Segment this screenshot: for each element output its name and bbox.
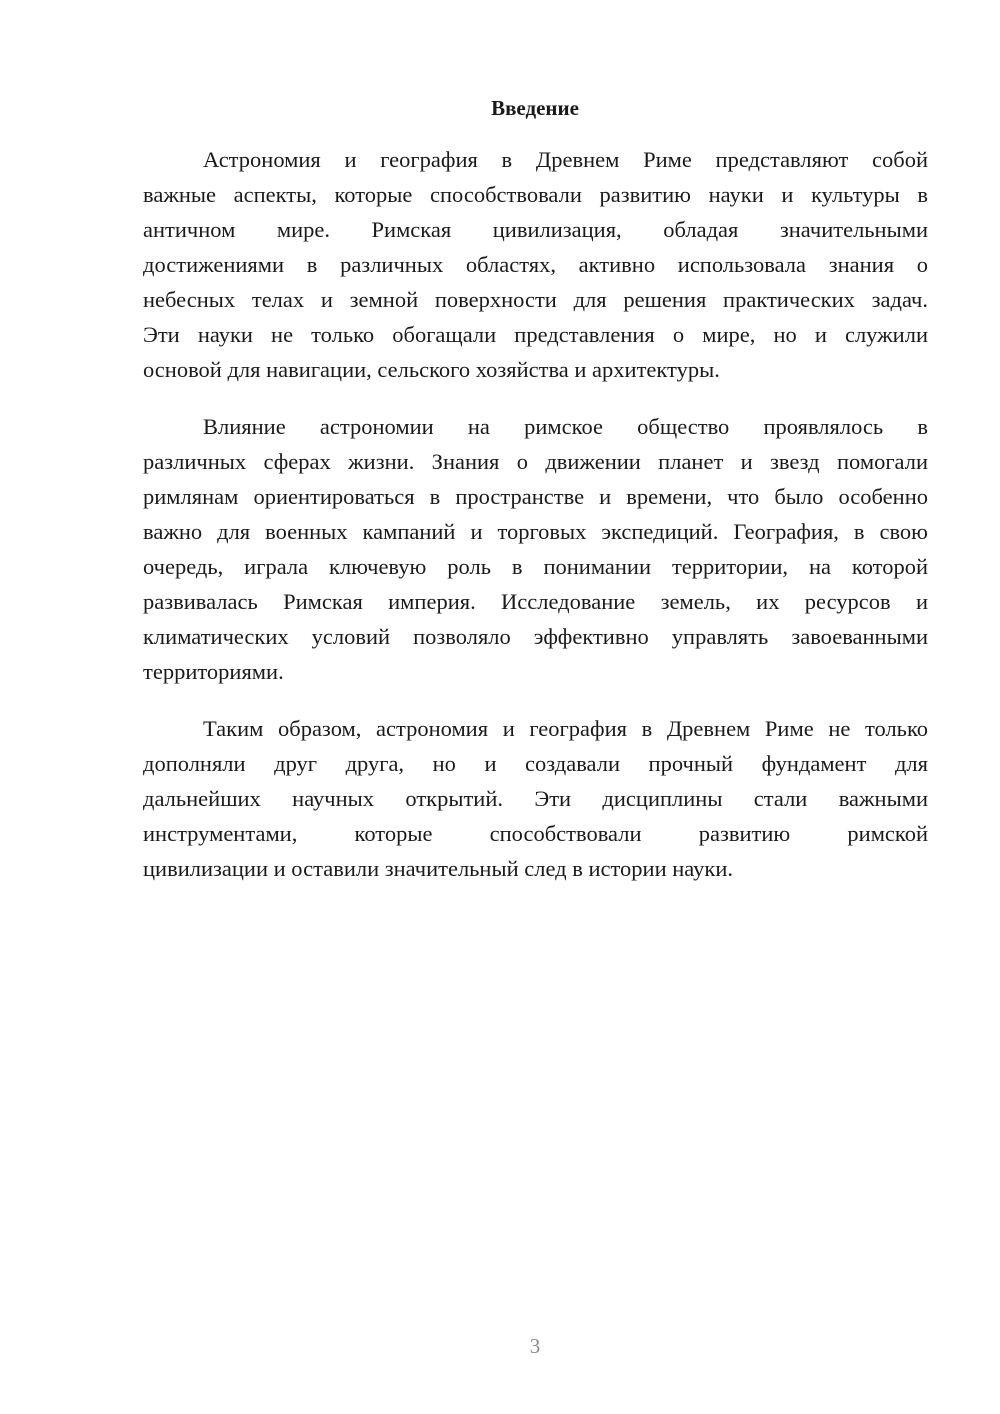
paragraph	[143, 711, 928, 886]
text-line: развивалась Римская империя. Исследование земель, их ресурсов и	[143, 589, 928, 614]
text-line: Влияние астрономии на римское общество проявлялось в	[203, 414, 928, 439]
text-line: Эти науки не только обогащали представления о мире, но и служили	[143, 322, 928, 347]
text-line: климатических условий позволяло эффективно управлять завоеванными	[143, 624, 928, 649]
text-line: важно для военных кампаний и торговых экспедиций. География, в свою	[143, 519, 928, 544]
text-line: различных сферах жизни. Знания о движении планет и звезд помогали	[143, 449, 928, 474]
text-line: основой для навигации, сельского хозяйства и архитектуры.	[143, 357, 720, 382]
page-number: 3	[529, 1334, 541, 1358]
text-line: дальнейших научных открытий. Эти дисциплины стали важными	[143, 786, 928, 811]
text-line: небесных телах и земной поверхности для решения практических задач.	[143, 287, 928, 312]
text-line: цивилизации и оставили значительный след в истории науки.	[143, 856, 733, 881]
text-line: Астрономия и география в Древнем Риме представляют собой	[203, 147, 928, 172]
text-line: важные аспекты, которые способствовали развитию науки и культуры в	[143, 182, 928, 207]
text-line: античном мире. Римская цивилизация, обладая значительными	[143, 217, 928, 242]
text-line: римлянам ориентироваться в пространстве и времени, что было особенно	[143, 484, 928, 509]
text-line: дополняли друг друга, но и создавали прочный фундамент для	[143, 751, 928, 776]
text-line: очередь, играла ключевую роль в понимании территории, на которой	[143, 554, 928, 579]
paragraph	[143, 409, 928, 689]
text-line: Таким образом, астрономия и география в Древнем Риме не только	[203, 716, 928, 741]
paragraph	[143, 142, 928, 387]
text-line: достижениями в различных областях, активно использовала знания о	[143, 252, 928, 277]
text-line: территориями.	[143, 659, 284, 684]
document-body	[143, 142, 928, 908]
text-line: инструментами, которые способствовали развитию римской	[143, 821, 928, 846]
section-heading: Введение	[491, 96, 579, 120]
